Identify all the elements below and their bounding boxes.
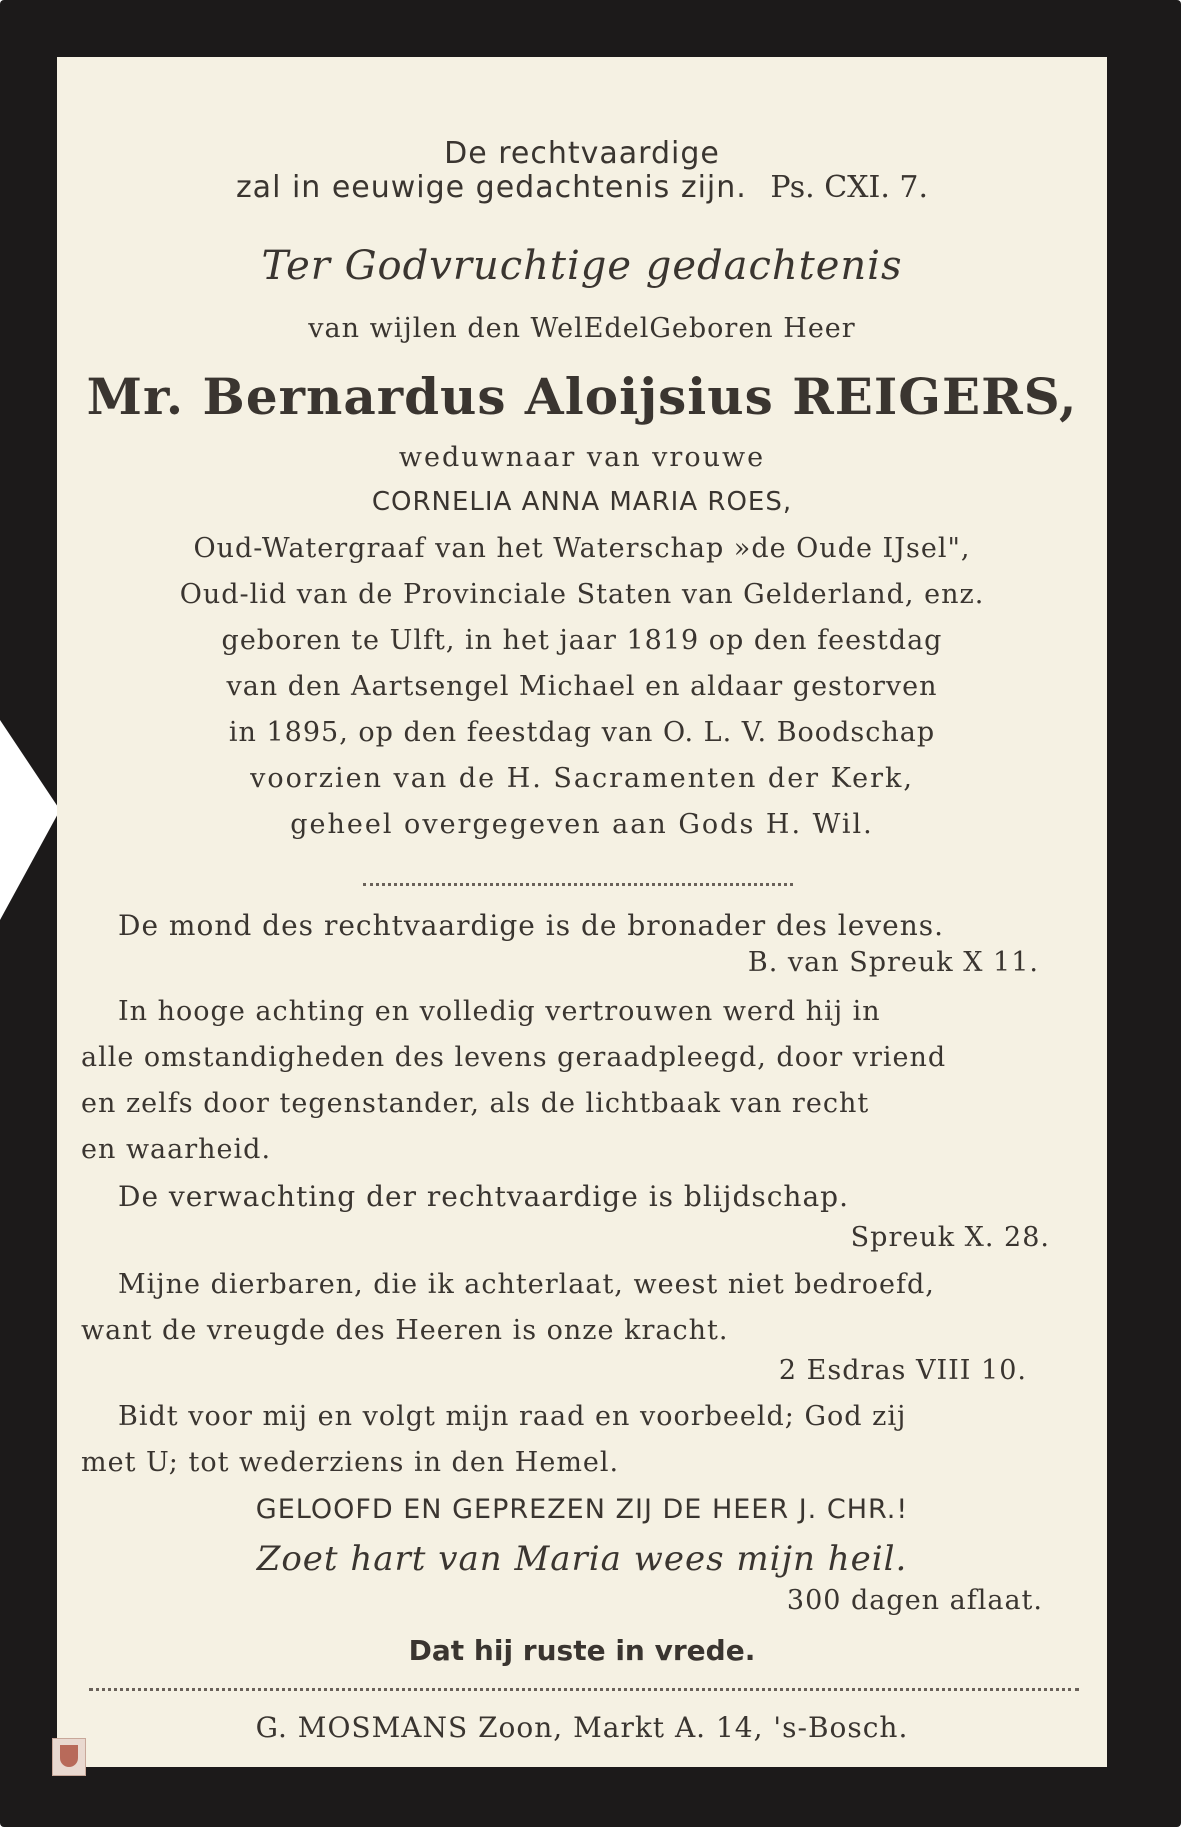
header-line-2 (57, 170, 1107, 205)
bio-line: geheel overgegeven aan Gods H. Wil. (290, 809, 874, 840)
dotted-divider (363, 883, 793, 886)
header-reference: Ps. CXI. 7. (770, 170, 929, 205)
bio-line: Oud-lid van de Provinciale Staten van Gelderland, enz. (179, 579, 985, 610)
memorial-heading: Ter Godvruchtige gedachtenis (261, 243, 903, 289)
header-verse: zal in eeuwige gedachtenis zijn. (235, 170, 747, 205)
deceased-name: Mr. Bernardus Aloijsius REIGERS, (86, 367, 1078, 426)
bio-line: in 1895, op den feestdag van O. L. V. Boodschap (228, 717, 936, 748)
quote-2: De verwachting der rechtvaardige is blijdschap. (118, 1180, 849, 1213)
bio-line: Oud-Watergraaf van het Waterschap »de Oude IJsel", (193, 533, 971, 564)
quote-1: De mond des rechtvaardige is de bronader des levens. (118, 909, 945, 942)
paragraph-3-line: Bidt voor mij en volgt mijn raad en voorbeeld; God zij (118, 1401, 907, 1432)
header-line-1: De rechtvaardige (444, 136, 720, 171)
printer-line: G. MOSMANS Zoon, Markt A. 14, 's-Bosch. (255, 1711, 909, 1744)
torn-edge (0, 720, 60, 920)
card-paper (57, 57, 1107, 1767)
paragraph-1-line: alle omstandigheden des levens geraadpleegd, door vriend (81, 1042, 947, 1073)
paragraph-2-line: Mijne dierbaren, die ik achterlaat, weest niet bedroefd, (118, 1269, 935, 1300)
spouse-name: CORNELIA ANNA MARIA ROES, (371, 487, 793, 517)
coat-of-arms-stamp (52, 1738, 86, 1776)
paragraph-3-line: met U; tot wederziens in den Hemel. (81, 1447, 620, 1478)
bio-line: voorzien van de H. Sacramenten der Kerk, (250, 763, 914, 794)
paragraph-1-line: en waarheid. (81, 1134, 272, 1165)
rest-in-peace: Dat hij ruste in vrede. (408, 1634, 756, 1667)
quote-1-reference: B. van Spreuk X 11. (747, 947, 1039, 978)
paragraph-1-line: In hooge achting en volledig vertrouwen werd hij in (118, 996, 881, 1027)
prayer-line: Zoet hart van Maria wees mijn heil. (256, 1539, 908, 1579)
indulgence-note: 300 dagen aflaat. (786, 1585, 1043, 1616)
dotted-divider (89, 1688, 1079, 1691)
quote-2-reference: Spreuk X. 28. (850, 1222, 1050, 1253)
bio-line: weduwnaar van vrouwe (398, 442, 766, 473)
paragraph-1-line: en zelfs door tegenstander, als de lichtbaak van recht (81, 1088, 870, 1119)
praise-line: GELOOFD EN GEPREZEN ZIJ DE HEER J. CHR.! (255, 1494, 909, 1525)
bio-line: van den Aartsengel Michael en aldaar gestorven (226, 671, 938, 702)
paragraph-2-line: want de vreugde des Heeren is onze kracht. (81, 1315, 729, 1346)
intro-line: van wijlen den WelEdelGeboren Heer (308, 313, 856, 344)
shield-icon (60, 1745, 78, 1767)
bio-line: geboren te Ulft, in het jaar 1819 op den feestdag (221, 625, 943, 656)
quote-3-reference: 2 Esdras VIII 10. (778, 1355, 1027, 1386)
